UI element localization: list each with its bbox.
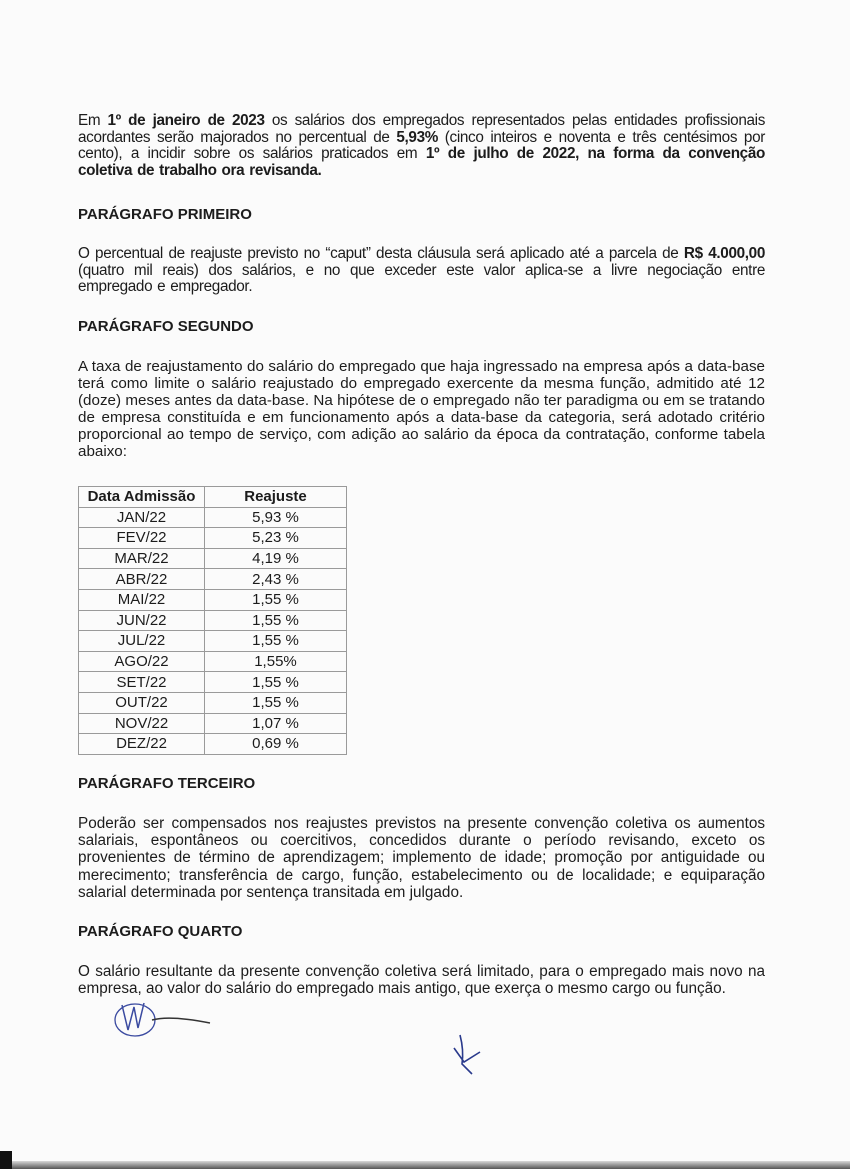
table-row [79, 692, 347, 713]
reajuste-cell: 5,93 % [205, 507, 347, 528]
reajuste-cell: 1,55 % [205, 589, 347, 610]
scan-bottom-edge [0, 1161, 850, 1169]
table-row [79, 507, 347, 528]
text: (cinco inteiros e noventa e três centésimos por cento), a incidir sobre os salários praticados em [78, 128, 765, 163]
data-admissao-cell: JAN/22 [79, 507, 205, 528]
text: os salários dos empregados representados pelas entidades profissionais acordantes serão majorados no percentual de [78, 112, 765, 146]
paragraph-terceiro [78, 815, 765, 901]
heading-paragrafo-terceiro: PARÁGRAFO TERCEIRO [78, 775, 256, 792]
scan-corner-mark [0, 1151, 12, 1169]
data-admissao-cell: ABR/22 [79, 569, 205, 590]
data-admissao-cell: MAI/22 [79, 589, 205, 610]
table-row [79, 589, 347, 610]
table-row [79, 528, 347, 549]
heading-paragrafo-segundo: PARÁGRAFO SEGUNDO [78, 318, 254, 335]
reajuste-cell: 1,55 % [205, 692, 347, 713]
signature-initials-right [450, 1030, 490, 1080]
table-header-row [79, 487, 347, 508]
bold-text: 1º de janeiro de 2023 [107, 112, 265, 129]
data-admissao-cell: MAR/22 [79, 548, 205, 569]
data-admissao-cell: SET/22 [79, 672, 205, 693]
column-header-reajuste: Reajuste [205, 487, 347, 508]
table-row [79, 631, 347, 652]
data-admissao-cell: FEV/22 [79, 528, 205, 549]
reajuste-cell: 4,19 % [205, 548, 347, 569]
table-row [79, 672, 347, 693]
table-row [79, 713, 347, 734]
paragraph-caput [78, 113, 765, 179]
bold-text: 1º de julho de 2022, na forma da convenção coletiva de trabalho ora revisanda. [78, 145, 765, 179]
table-row [79, 548, 347, 569]
bold-text: 5,93% [396, 128, 438, 146]
text: O percentual de reajuste previsto no “caput” desta cláusula será aplicado até a parcela de [78, 245, 684, 262]
bold-text: R$ 4.000,00 [683, 245, 765, 262]
reajuste-cell: 1,55 % [205, 631, 347, 652]
reajuste-table [78, 486, 347, 755]
reajuste-cell: 1,55 % [205, 610, 347, 631]
table-row [79, 651, 347, 672]
text: A taxa de reajustamento do salário do empregado que haja ingressado na empresa após a data-base terá como limite o salário reajustado do empregado exercente da mesma função, admitido até 12 (doze) meses antes da data-base. Na hipótese de o empregado não ter paradigma ou em se tratando de empresa constituída e em funcionamento após a data-base da categoria, será adotado critério proporcional ao tempo de serviço, com adição ao salário da época da contratação, conforme tabela abaixo: [78, 358, 765, 460]
column-header-data-admissao: Data Admissão [79, 487, 205, 508]
data-admissao-cell: JUN/22 [79, 610, 205, 631]
table-row [79, 734, 347, 755]
text: (quatro mil reais) dos salários, e no que exceder este valor aplica-se a livre negociação entre empregado e empregador. [78, 261, 765, 296]
heading-paragrafo-quarto: PARÁGRAFO QUARTO [78, 923, 243, 940]
text: Poderão ser compensados nos reajustes previstos na presente convenção coletiva os aumentos salariais, espontâneos ou coercitivos, concedidos durante o período revisando, exceto os provenientes de término de aprendizagem; implemento de idade; promoção por antiguidade ou merecimento; transferência de cargo, função, estabelecimento ou de localidade; e equiparação salarial determinada por sentença transitada em julgado. [78, 815, 765, 901]
paragraph-quarto [78, 963, 765, 998]
text: O salário resultante da presente convenção coletiva será limitado, para o empregado mais novo na empresa, ao valor do salário do empregado mais antigo, que exerça o mesmo cargo ou função. [78, 963, 765, 998]
reajuste-cell: 1,55 % [205, 672, 347, 693]
reajuste-cell: 1,55% [205, 651, 347, 672]
table-row [79, 610, 347, 631]
reajuste-cell: 0,69 % [205, 734, 347, 755]
heading-paragrafo-primeiro: PARÁGRAFO PRIMEIRO [78, 206, 252, 223]
reajuste-cell: 5,23 % [205, 528, 347, 549]
table-row [79, 569, 347, 590]
data-admissao-cell: NOV/22 [79, 713, 205, 734]
data-admissao-cell: AGO/22 [79, 651, 205, 672]
data-admissao-cell: DEZ/22 [79, 734, 205, 755]
data-admissao-cell: OUT/22 [79, 692, 205, 713]
text: Em [78, 112, 108, 129]
signature-initials-left [100, 995, 220, 1045]
paragraph-segundo [78, 358, 765, 460]
reajuste-cell: 2,43 % [205, 569, 347, 590]
paragraph-primeiro [78, 246, 765, 296]
reajuste-cell: 1,07 % [205, 713, 347, 734]
data-admissao-cell: JUL/22 [79, 631, 205, 652]
